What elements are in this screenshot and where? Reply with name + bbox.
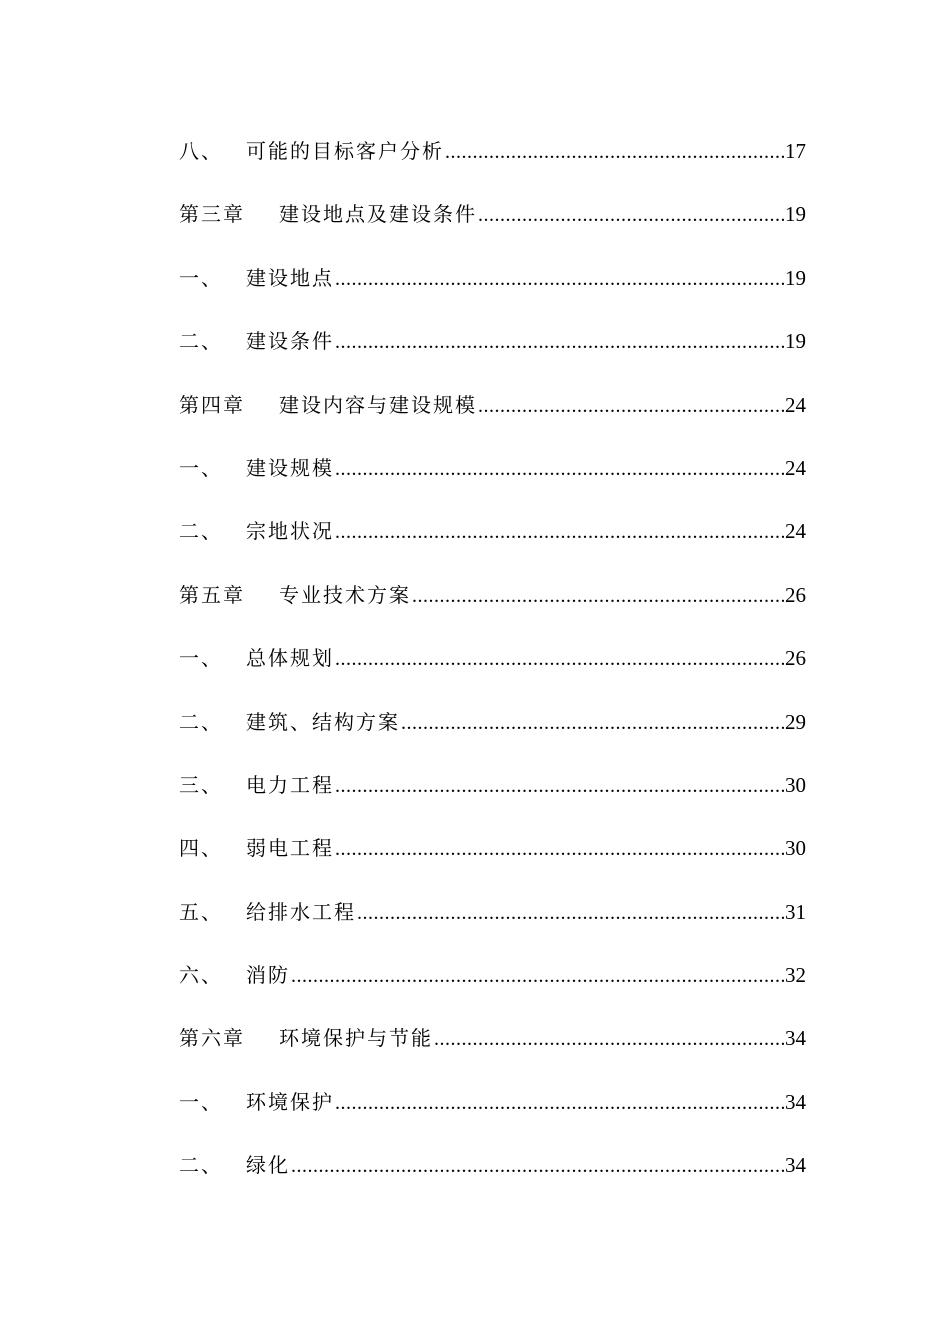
- toc-entry-page: 24: [785, 392, 806, 417]
- toc-entry[interactable]: [179, 258, 806, 321]
- toc-entry-number: 八、: [179, 139, 223, 163]
- toc-entry-number: 二、: [179, 1153, 223, 1178]
- toc-entry-page: 26: [785, 646, 806, 671]
- toc-entry[interactable]: [179, 892, 806, 955]
- toc-entry[interactable]: [179, 385, 806, 448]
- toc-entry[interactable]: [179, 702, 806, 765]
- toc-entry-number: 第六章: [179, 1026, 245, 1051]
- toc-entry[interactable]: [179, 638, 806, 701]
- toc-entry[interactable]: [179, 131, 806, 194]
- toc-entry[interactable]: [179, 765, 806, 828]
- dot-leader: [335, 512, 784, 552]
- toc-entry-title: 建设条件: [246, 329, 334, 354]
- toc-entry-title: 给排水工程: [246, 899, 356, 924]
- dot-leader: [335, 1083, 784, 1123]
- toc-entry-title: 消防: [246, 963, 290, 988]
- toc-entry[interactable]: [179, 1018, 806, 1081]
- toc-entry-number: 二、: [179, 519, 223, 544]
- dot-leader: [357, 893, 784, 933]
- toc-entry[interactable]: [179, 1082, 806, 1145]
- dot-leader: [478, 386, 784, 426]
- toc-entry-number: 五、: [179, 899, 223, 924]
- dot-leader: [335, 829, 784, 869]
- dot-leader: [335, 766, 784, 806]
- toc-entry-page: 17: [785, 139, 806, 163]
- toc-entry-number: 第五章: [179, 582, 245, 607]
- dot-leader: [291, 956, 784, 996]
- toc-entry-title: 可能的目标客户分析: [246, 139, 444, 163]
- toc-entry-page: 34: [785, 1153, 806, 1178]
- toc-entry-page: 34: [785, 1089, 806, 1114]
- dot-leader: [478, 195, 784, 235]
- dot-leader: [291, 1146, 784, 1186]
- toc-entry-title: 建设地点: [246, 265, 334, 290]
- toc-entry-number: 一、: [179, 455, 223, 480]
- toc-entry-page: 19: [785, 329, 806, 354]
- toc-entry-page: 26: [785, 582, 806, 607]
- toc-entry-title: 建设地点及建设条件: [279, 202, 477, 227]
- toc-entry[interactable]: [179, 321, 806, 384]
- toc-entry-number: 六、: [179, 963, 223, 988]
- toc-entry[interactable]: [179, 828, 806, 891]
- toc-entry-title: 环境保护与节能: [279, 1026, 433, 1051]
- dot-leader: [335, 639, 784, 679]
- toc-entry[interactable]: [179, 194, 806, 257]
- dot-leader: [434, 1019, 784, 1059]
- toc-entry-page: 19: [785, 202, 806, 227]
- toc-entry[interactable]: [179, 575, 806, 638]
- toc-entry-page: 24: [785, 455, 806, 480]
- toc-entry-title: 专业技术方案: [279, 582, 411, 607]
- toc-entry[interactable]: [179, 511, 806, 574]
- toc-entry-page: 30: [785, 836, 806, 861]
- toc-entry-page: 30: [785, 772, 806, 797]
- toc-entry-title: 总体规划: [246, 646, 334, 671]
- toc-entry-title: 建设内容与建设规模: [279, 392, 477, 417]
- toc-entry-title: 电力工程: [246, 772, 334, 797]
- toc-entry-number: 第四章: [179, 392, 245, 417]
- dot-leader: [412, 576, 784, 616]
- toc-entry-title: 建筑、结构方案: [246, 709, 400, 734]
- toc-entry-title: 建设规模: [246, 455, 334, 480]
- table-of-contents: [179, 131, 806, 1209]
- toc-entry[interactable]: [179, 1145, 806, 1208]
- toc-entry-page: 31: [785, 899, 806, 924]
- toc-entry-title: 宗地状况: [246, 519, 334, 544]
- toc-entry-page: 29: [785, 709, 806, 734]
- toc-entry-title: 绿化: [246, 1153, 290, 1178]
- dot-leader: [401, 703, 784, 743]
- dot-leader: [335, 322, 784, 362]
- dot-leader: [335, 449, 784, 489]
- toc-entry[interactable]: [179, 448, 806, 511]
- dot-leader: [445, 132, 784, 172]
- toc-entry-number: 二、: [179, 709, 223, 734]
- toc-entry-page: 19: [785, 265, 806, 290]
- toc-entry-page: 24: [785, 519, 806, 544]
- dot-leader: [335, 259, 784, 299]
- toc-entry-number: 三、: [179, 772, 223, 797]
- toc-entry-page: 34: [785, 1026, 806, 1051]
- toc-entry-title: 环境保护: [246, 1089, 334, 1114]
- toc-entry-number: 一、: [179, 265, 223, 290]
- toc-entry-number: 第三章: [179, 202, 245, 227]
- toc-entry[interactable]: [179, 955, 806, 1018]
- toc-entry-number: 二、: [179, 329, 223, 354]
- toc-entry-number: 四、: [179, 836, 223, 861]
- toc-entry-page: 32: [785, 963, 806, 988]
- toc-entry-number: 一、: [179, 1089, 223, 1114]
- toc-entry-number: 一、: [179, 646, 223, 671]
- toc-entry-title: 弱电工程: [246, 836, 334, 861]
